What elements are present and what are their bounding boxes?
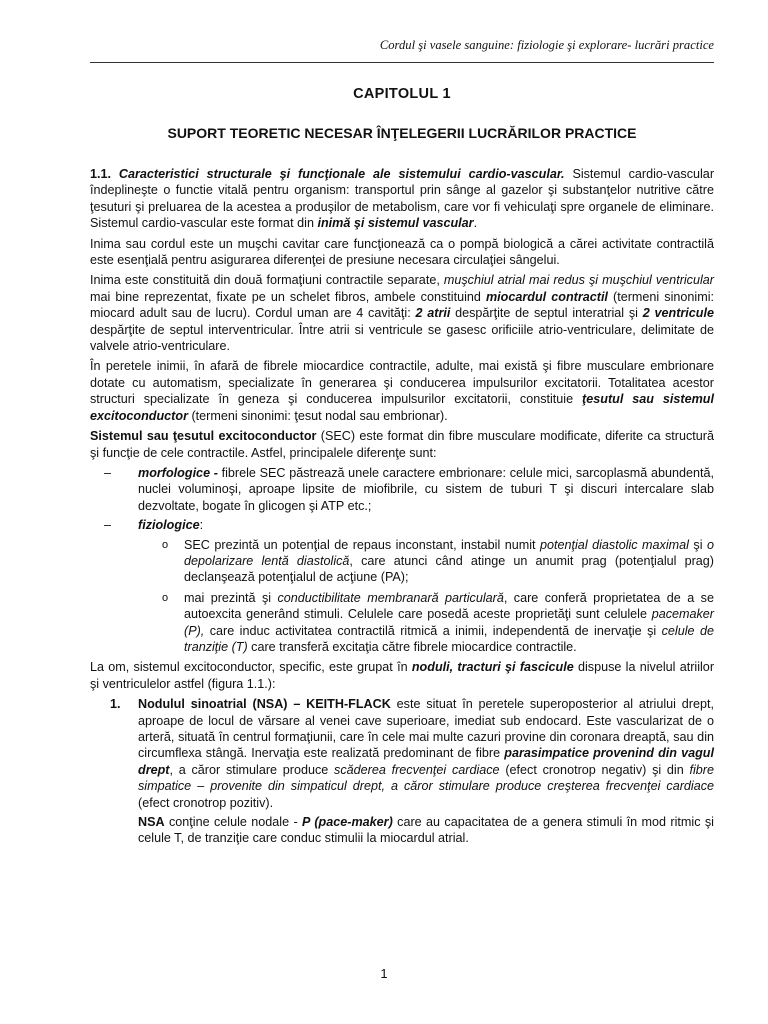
dash-bullet: – <box>104 465 112 480</box>
text-span: mai bine reprezentat, fixate pe un schelet fibros, ambele constituind <box>90 289 486 304</box>
paragraph-heart-structure <box>90 272 714 354</box>
paragraph-embryonic-fibers <box>90 358 714 424</box>
emphasis: noduli, tracturi şi fascicule <box>411 660 574 675</box>
emphasis: pacemaker (P), <box>184 607 714 638</box>
text-span: (SEC) este format din fibre musculare modificate, diferite ca structură şi funcţie de cele contractile. Astfel, principalele diferenţe sunt: <box>90 429 714 460</box>
text-span: (efect cronotrop negativ) şi din <box>499 762 690 777</box>
emphasis: scăderea frecvenţei cardiace <box>334 762 500 777</box>
paragraph-sec <box>90 428 714 461</box>
text-span: La om, sistemul excitoconductor, specific, este grupat în <box>90 660 412 675</box>
text-span: dispuse la nivelul atriilor şi ventriculelor astfel (figura 1.1.): <box>90 660 715 691</box>
emphasis: NSA <box>138 815 165 830</box>
emphasis: inimă şi sistemul vascular <box>317 216 474 231</box>
list-item <box>90 465 714 514</box>
paragraph-heart <box>90 236 714 269</box>
emphasis: P (pace-maker) <box>302 815 393 830</box>
header-divider <box>90 62 714 63</box>
text-span: este situat în peretele superoposterior al atriului drept, aproape de locul de vărsare al venei cave superioare, imediat sub endocard. Este vascularizat de o arteră, situată în centrul formaţiunii, care în cele mai multe cazuri provine din coronara dreaptă, sau din circumflexa stângă. Inervaţia este realizată predominant de fibre <box>138 697 714 761</box>
item-number: 1. <box>110 697 121 712</box>
text-span: (termeni sinonimi: miocard adult sau de lucru). Cordul uman are 4 cavităţi: <box>90 289 714 321</box>
page-number: 1 <box>380 966 388 981</box>
document-body <box>90 166 714 851</box>
chapter-title: SUPORT TEORETIC NECESAR ÎNŢELEGERII LUCRĂRILOR PRACTICE <box>167 125 637 141</box>
text-span: despărţite de septul interventricular. Între atrii si ventricule se gasesc orificiile atrio-ventriculare, delimitate de valvele atrio-ventriculare. <box>90 322 714 354</box>
text-span: , care conferă proprietatea de a se autoexcita generând stimuli. Celulele care posedă aceste proprietăţi sunt celulele <box>184 590 714 622</box>
text-span: şi <box>688 537 707 552</box>
list-item <box>90 517 714 533</box>
emphasis: Nodulul sinoatrial (NSA) – KEITH-FLACK <box>138 697 391 712</box>
text-span: Inima este constituită din două formaţiuni contractile separate, <box>90 273 444 288</box>
circle-bullet: o <box>162 591 169 604</box>
dash-bullet: – <box>104 518 112 533</box>
emphasis: conductibilitate membranară particulară <box>277 590 504 605</box>
text-span: conţine celule nodale - <box>164 815 303 830</box>
paragraph-human-sec <box>90 659 714 692</box>
section-heading: Caracteristici structurale şi funcţionale ale sistemului cardio-vascular. <box>118 167 565 181</box>
chapter-number: CAPITOLUL 1 <box>353 86 451 102</box>
emphasis: miocardul contractil <box>485 289 608 304</box>
emphasis: celule de tranziţie (T) <box>184 623 714 654</box>
emphasis: fibre simpatice – provenite din simpaticul drept, a căror stimulare produce creşterea frecvenţei cardiace <box>138 762 714 794</box>
emphasis: parasimpatice provenind din vagul drept <box>138 746 714 777</box>
text-span: mai prezintă şi <box>184 590 278 605</box>
emphasis: Sistemul sau ţesutul excitoconductor <box>90 429 317 444</box>
text-span: care au capacitatea de a genera stimuli în mod ritmic şi celule T, de tranziţie care conduc stimulii la miocardul atrial. <box>138 815 714 846</box>
emphasis: morfologice - <box>138 465 218 480</box>
text-span: (efect cronotrop pozitiv). <box>138 795 274 810</box>
numbered-item <box>90 696 714 811</box>
text-span: , a căror stimulare produce <box>169 762 335 777</box>
text-span: , care atunci când atinge un anumit prag (potenţialul prag) declanşează potenţialul de acţiune (PA); <box>184 553 714 585</box>
text-span: care transferă excitaţia către fibrele miocardice contractile. <box>247 639 577 654</box>
text-span: SEC prezintă un potenţial de repaus inconstant, instabil numit <box>184 537 540 552</box>
emphasis: potenţial diastolic maximal <box>540 537 689 552</box>
text-span: : <box>199 518 204 533</box>
paragraph-1-1 <box>90 166 714 232</box>
text-span: (termeni sinonimi: ţesut nodal sau embrionar). <box>187 408 448 423</box>
text-span: despărţite de septul interatrial şi <box>450 306 643 321</box>
section-number: 1.1. <box>90 167 112 181</box>
emphasis: fiziologice <box>138 518 200 533</box>
text-span: care induc activitatea contractilă ritmică a inimii, independentă de inervaţie şi <box>204 623 662 638</box>
sub-list-item <box>90 537 714 586</box>
emphasis: muşchiul atrial mai redus şi muşchiul ventricular <box>443 273 714 288</box>
text-span: Sistemul cardio-vascular îndeplineşte o functie vitală pentru organism: transportul prin sânge al gazelor şi substanţelor nutritive către ţesuturi şi preluarea de la acestea a produşilor de metabolism, care vor fi vehiculaţi spre organele de eliminare. Sistemul cardio-vascular este format din <box>90 167 715 231</box>
emphasis: ţesutul sau sistemul excitoconductor <box>90 392 714 423</box>
text-span: . <box>473 216 478 231</box>
sub-list-item <box>90 590 714 656</box>
emphasis: o depolarizare lentă diastolică <box>184 537 715 568</box>
text-span: Inima sau cordul este un muşchi cavitar care funcţionează ca o pompă biologică a cărei activitate contractilă este esenţială pentru asigurarea diferenţei de presiune necesara circulaţiei sângelui. <box>90 236 714 268</box>
emphasis: 2 atrii <box>415 306 451 321</box>
running-header: Cordul şi vasele sanguine: fiziologie şi explorare- lucrări practice <box>379 38 714 52</box>
text-span: În peretele inimii, în afară de fibrele miocardice contractile, adulte, mai există şi fibre musculare embrionare dotate cu automatism, specializate în generarea şi conducerea impulsurilor excitatorii. Totalitatea acestor structuri specializate în geneza şi conducerea impulsurilor excitatorii, constituie <box>90 359 714 407</box>
paragraph-nsa <box>90 814 714 847</box>
emphasis: 2 ventricule <box>642 306 714 321</box>
circle-bullet: o <box>162 538 169 551</box>
text-span: fibrele SEC păstrează unele caractere embrionare: celule mici, sarcoplasmă abundentă, nuclei voluminoşi, aproape lipsite de miofibrile, cu sistem de tuburi T şi discuri intercalare slab dezvoltate, bogate în glicogen şi ATP etc.; <box>138 465 714 513</box>
